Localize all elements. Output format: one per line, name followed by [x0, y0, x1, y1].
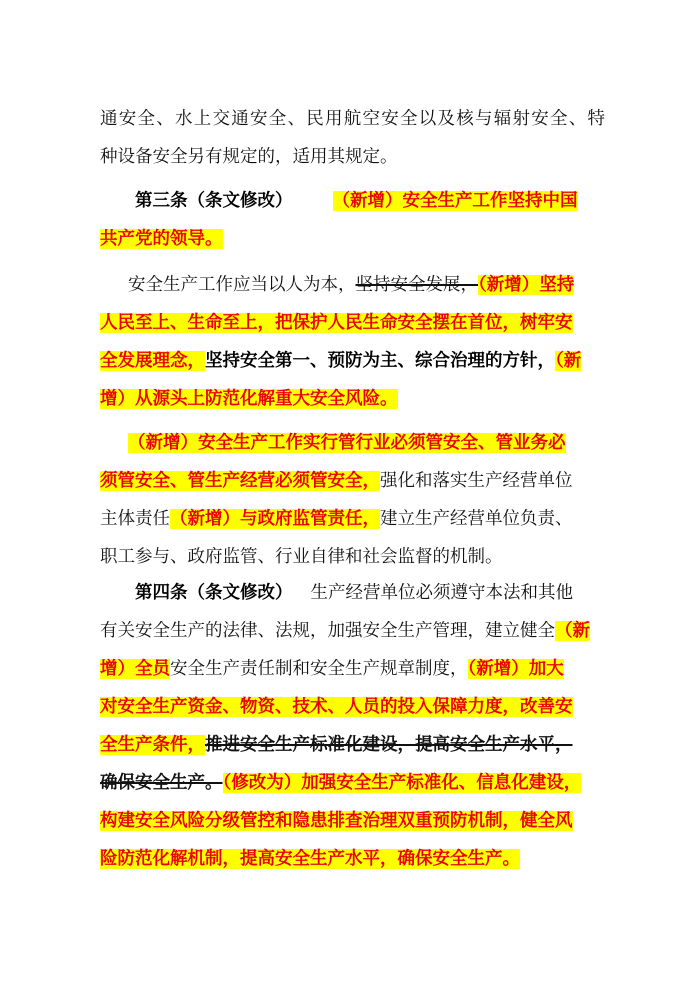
plain-text: 主体责任	[100, 509, 170, 529]
text-line	[100, 764, 605, 802]
text-line	[100, 538, 605, 576]
text-line	[100, 424, 605, 462]
added-text: （新	[555, 621, 590, 641]
text-line	[100, 138, 605, 176]
text-line	[100, 688, 605, 726]
text-line	[100, 840, 605, 878]
added-text: （新增）安全生产工作实行管行业必须管安全、管业务必	[128, 433, 566, 453]
plain-text: 建立生产经营单位负责、	[380, 509, 573, 529]
text-line	[100, 500, 605, 538]
text-line	[100, 612, 605, 650]
deleted-text: 坚持安全发展，	[355, 275, 478, 295]
added-text: 人民至上、生命至上，把保护人民生命安全摆在首位，树牢安	[100, 313, 573, 333]
added-text: 增）全员	[100, 659, 170, 679]
paragraph-continuation	[100, 100, 605, 176]
article-4-paragraph	[100, 574, 605, 878]
text-line	[100, 100, 605, 138]
added-text: 全生产条件，	[100, 735, 205, 755]
added-text: （新增）加大	[467, 659, 564, 679]
added-text: （新增）安全生产工作坚持中国	[332, 191, 578, 211]
plain-text: 通安全、水上交通安全、民用航空安全以及核与辐射安全、特	[100, 109, 605, 129]
text-line	[100, 726, 605, 764]
article-3-third-paragraph	[100, 424, 605, 576]
plain-text: 安全生产责任制和安全生产规章制度，	[170, 659, 468, 679]
added-text: （修改为）加强安全生产标准化、信息化建设，	[222, 773, 582, 793]
article-3-second-paragraph	[100, 266, 605, 418]
added-text: 共产党的领导。	[100, 229, 223, 249]
text-line	[100, 802, 605, 840]
plain-text: 强化和落实生产经营单位	[380, 471, 573, 491]
added-text: （新增）坚持	[478, 275, 575, 295]
added-text: 全发展理念，	[100, 351, 205, 371]
text-line	[100, 342, 605, 380]
added-text: 须管安全、管生产经营必须管安全，	[100, 471, 380, 491]
added-text: 险防范化解机制，提高安全生产水平，确保安全生产。	[100, 849, 520, 869]
plain-text: 安全生产工作应当以人为本，	[128, 275, 356, 295]
plain-text: 有关安全生产的法律、法规，加强安全生产管理，建立健全	[100, 621, 555, 641]
article-heading: 第三条（条文修改）	[135, 191, 293, 211]
article-3-paragraph	[100, 182, 605, 258]
added-text: 对安全生产资金、物资、技术、人员的投入保障力度，改善安	[100, 697, 573, 717]
text-line	[100, 182, 605, 220]
plain-text: 种设备安全另有规定的，适用其规定。	[100, 147, 398, 167]
text-line	[100, 650, 605, 688]
added-text: 增）从源头上防范化解重大安全风险。	[100, 389, 398, 409]
text-line	[100, 462, 605, 500]
text-line	[100, 380, 605, 418]
added-text: （新增）与政府监管责任，	[170, 509, 380, 529]
added-text: 构建安全风险分级管控和隐患排查治理双重预防机制，健全风	[100, 811, 573, 831]
plain-text: 生产经营单位必须遵守本法和其他	[310, 583, 573, 603]
text-line	[100, 220, 605, 258]
bold-text: 坚持安全第一、预防为主、综合治理的方针，	[205, 351, 555, 371]
text-line	[100, 574, 605, 612]
plain-text: 职工参与、政府监管、行业自律和社会监督的机制。	[100, 547, 503, 567]
text-line	[100, 304, 605, 342]
article-heading: 第四条（条文修改）	[135, 583, 293, 603]
deleted-text: 推进安全生产标准化建设，提高安全生产水平，	[205, 735, 573, 755]
deleted-text: 确保安全生产。	[100, 773, 223, 793]
added-text: （新	[555, 351, 582, 371]
text-line	[100, 266, 605, 304]
